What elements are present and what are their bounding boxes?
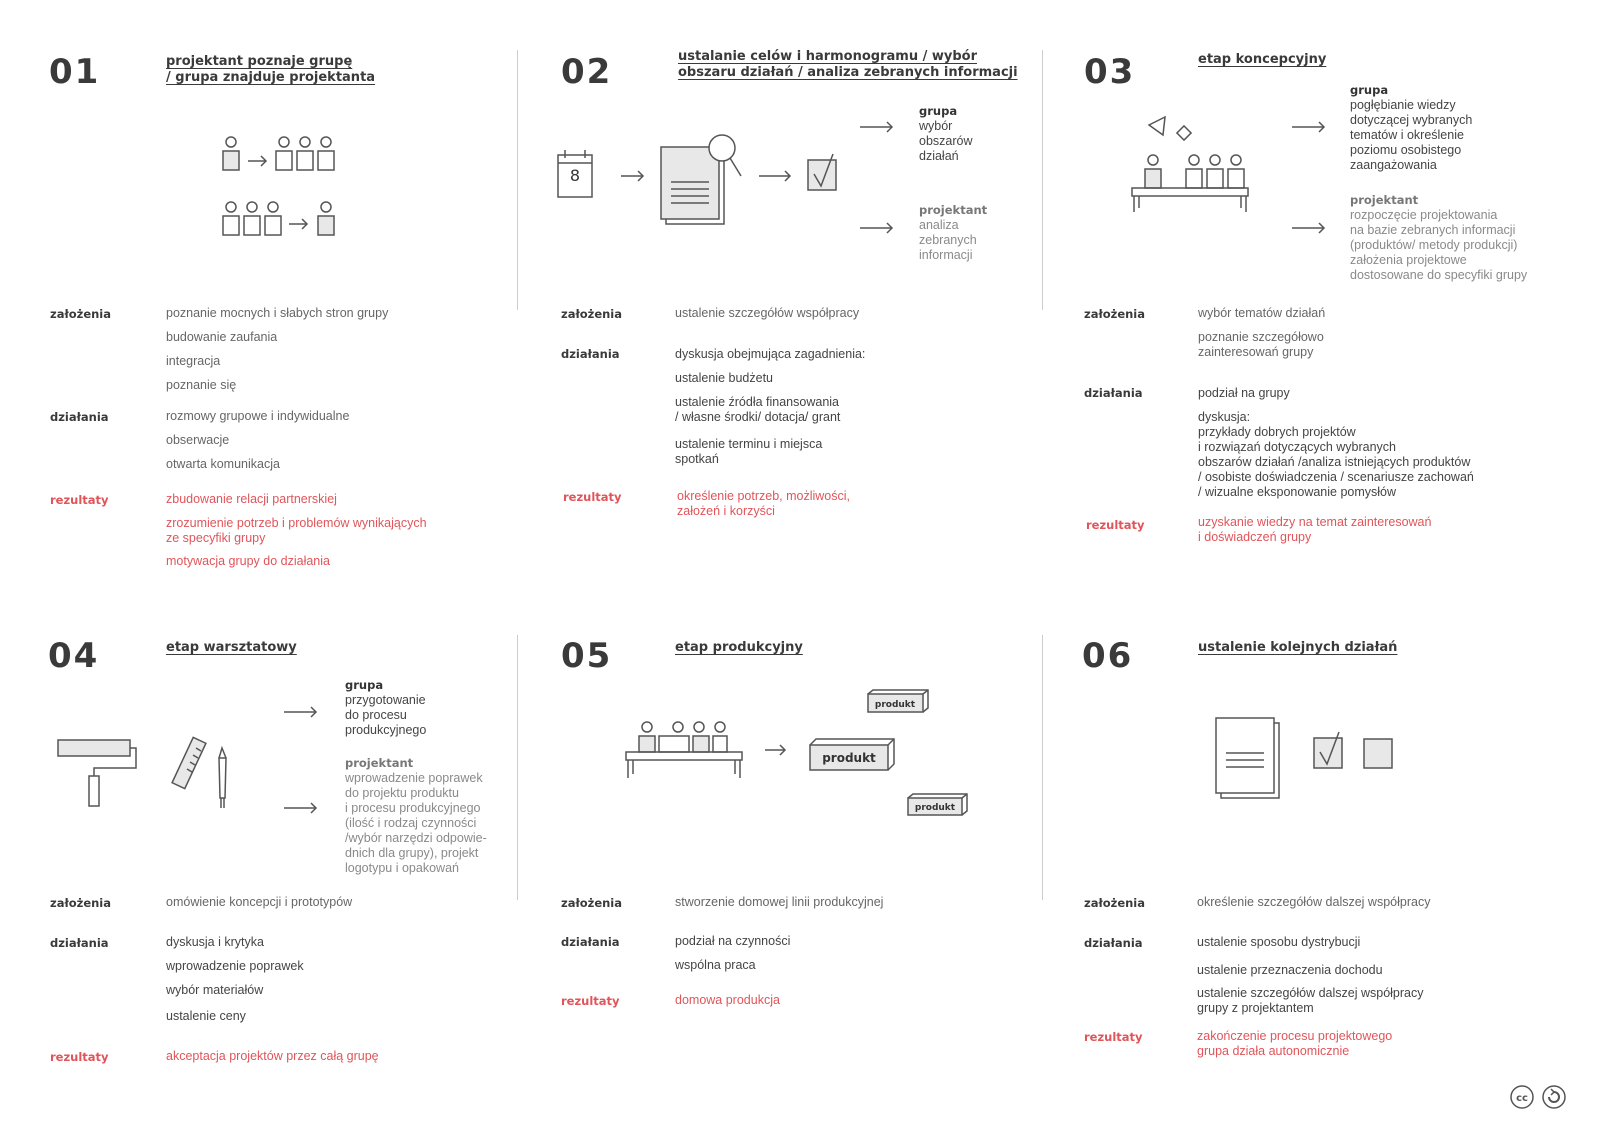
calendar-day: 8 [569, 166, 581, 185]
zalozenia-label: założenia [561, 896, 623, 910]
rezultaty-label: rezultaty [1084, 1030, 1143, 1044]
dzialania-label: działania [50, 936, 109, 950]
divider [1042, 50, 1043, 310]
dzialania-item: ustalenie przeznaczenia dochodu [1197, 963, 1383, 977]
zalozenia-item: wybór tematów działań [1198, 306, 1326, 320]
dzialania-item: podział na czynności [675, 934, 791, 948]
dzialania-label: działania [561, 347, 620, 361]
zalozenia-item: określenie szczegółów dalszej współpracy [1197, 895, 1431, 909]
projektant-text: rozpoczęcie projektowania na bazie zebranych informacji (produktów/ metody produkcji) założenia projektowe dostosowane do specyfiki grupy [1350, 208, 1528, 282]
grupa-note [345, 678, 426, 738]
zalozenia-item: poznanie mocnych i słabych stron grupy [166, 306, 389, 320]
product-label: produkt [914, 803, 956, 813]
cc-icon [1511, 1086, 1533, 1108]
production-line-icon [626, 722, 742, 778]
svg-text:cc: cc [1516, 1093, 1528, 1104]
dzialania-item: dyskusja i krytyka [166, 935, 264, 949]
rezultaty-label: rezultaty [1086, 518, 1145, 532]
dzialania-item: ustalenie ceny [166, 1009, 246, 1023]
divider [1042, 635, 1043, 900]
dzialania-item: ustalenie sposobu dystrybucji [1197, 935, 1361, 949]
dzialania-item: rozmowy grupowe i indywidualne [166, 409, 350, 423]
dzialania-item: dyskusja obejmująca zagadnienia: [675, 347, 866, 361]
dzialania-item: ustalenie terminu i miejsca spotkań [675, 437, 823, 466]
people-exchange-icon [0, 100, 510, 300]
dzialania-label: działania [561, 935, 620, 949]
zalozenia-item: budowanie zaufania [166, 330, 278, 344]
checkbox-empty-icon [1364, 739, 1392, 768]
grupa-text: pogłębianie wiedzy dotyczącej wybranych tematów i określenie poziomu osobistego zaangażowania [1350, 98, 1473, 172]
dzialania-item: obserwacje [166, 433, 230, 447]
projektant-label: projektant [1350, 193, 1419, 207]
zalozenia-label: założenia [50, 307, 112, 321]
dzialania-label: działania [1084, 386, 1143, 400]
rezultaty-item: zrozumienie potrzeb i problemów wynikających ze specyfiki grupy [166, 516, 427, 545]
rezultaty-label: rezultaty [561, 994, 620, 1008]
dzialania-item: ustalenie źródła finansowania / własne środki/ dotacja/ grant [675, 395, 841, 424]
step-number: 04 [48, 636, 100, 676]
grupa-note [919, 104, 973, 164]
checkbox-checked-icon [1314, 732, 1342, 768]
rezultaty-item: uzyskanie wiedzy na temat zainteresowań i doświadczeń grupy [1198, 515, 1432, 544]
rezultaty-label: rezultaty [50, 1050, 109, 1064]
projektant-text: wprowadzenie poprawek do projektu produktu i procesu produkcyjnego (ilość i rodzaj czynności /wybór narzędzi odpowie- dnich dla grupy), projekt logotypu i opakowań [345, 771, 487, 875]
license-icons [1508, 1083, 1572, 1116]
grupa-label: grupa [345, 678, 384, 692]
dzialania-item: podział na grupy [1198, 386, 1290, 400]
divider [517, 50, 518, 310]
grupa-label: grupa [919, 104, 958, 118]
projektant-label: projektant [345, 756, 414, 770]
product-label: produkt [822, 751, 876, 765]
dzialania-item: wybór materiałów [166, 983, 264, 997]
dzialania-item: dyskusja: przykłady dobrych projektów i rozwiązań dotyczących wybranych obszarów działań /analiza istniejących produktów / osobiste doświadczenia / scenariusze zachowań / wizualne eksponowanie pomysłów [1198, 410, 1474, 499]
step-number: 01 [49, 52, 101, 92]
step-number: 05 [561, 636, 613, 676]
zalozenia-item: omówienie koncepcji i prototypów [166, 895, 353, 909]
projektant-label: projektant [919, 203, 988, 217]
step-illustration [0, 678, 510, 878]
rezultaty-item: zakończenie procesu projektowego grupa działa autonomicznie [1197, 1029, 1393, 1058]
zalozenia-label: założenia [561, 307, 623, 321]
dzialania-item: wspólna praca [675, 958, 756, 972]
documents-icon [1216, 718, 1279, 798]
dzialania-item: wprowadzenie poprawek [166, 959, 304, 973]
checkbox-checked-icon [808, 154, 836, 190]
rezultaty-item: określenie potrzeb, możliwości, założeń i korzyści [677, 489, 850, 518]
rezultaty-label: rezultaty [50, 493, 109, 507]
grupa-note [1350, 83, 1472, 173]
product-label: produkt [874, 700, 916, 710]
dzialania-item: otwarta komunikacja [166, 457, 280, 471]
projektant-note [345, 756, 487, 876]
zalozenia-item: poznanie szczegółowo zainteresowań grupy [1198, 330, 1324, 359]
zalozenia-label: założenia [50, 896, 112, 910]
step-illustration [0, 100, 510, 300]
step-illustration [525, 678, 1035, 878]
step-04 [0, 598, 510, 1130]
step-05 [525, 598, 1035, 1130]
projektant-note [1350, 193, 1527, 283]
dzialania-label: działania [50, 410, 109, 424]
ruler-pencil-icon [172, 737, 226, 808]
dzialania-label: działania [1084, 936, 1143, 950]
grupa-text: wybór obszarów działań [919, 119, 973, 163]
step-title: etap produkcyjny [675, 640, 803, 655]
document-search-icon [661, 135, 741, 224]
step-03 [1062, 0, 1572, 560]
step-title: etap warsztatowy [166, 640, 297, 655]
step-number: 03 [1084, 52, 1136, 92]
step-illustration [1062, 83, 1572, 300]
step-title: ustalenie kolejnych działań [1198, 640, 1398, 655]
zalozenia-item: integracja [166, 354, 221, 368]
step-number: 06 [1082, 636, 1134, 676]
rezultaty-label: rezultaty [563, 490, 622, 504]
step-01 [0, 0, 510, 568]
rezultaty-item: domowa produkcja [675, 993, 780, 1007]
rezultaty-item: motywacja grupy do działania [166, 554, 330, 568]
paint-roller-icon [58, 740, 136, 806]
dzialania-item: ustalenie szczegółów dalszej współpracy grupy z projektantem [1197, 986, 1424, 1015]
step-illustration [1062, 678, 1572, 878]
projektant-note [919, 203, 987, 263]
step-title: etap koncepcyjny [1198, 52, 1327, 67]
step-title: ustalanie celów i harmonogramu / wybór obszaru działań / analiza zebranych informacji [678, 49, 1018, 80]
step-06 [1062, 598, 1572, 1130]
zalozenia-label: założenia [1084, 307, 1146, 321]
zalozenia-item: stworzenie domowej linii produkcyjnej [675, 895, 884, 909]
step-02 [525, 0, 1035, 560]
share-alike-icon [1543, 1086, 1565, 1108]
zalozenia-item: ustalenie szczegółów współpracy [675, 306, 860, 320]
projektant-text: analiza zebranych informacji [919, 218, 977, 262]
grupa-text: przygotowanie do procesu produkcyjnego [345, 693, 427, 737]
rezultaty-item: akceptacja projektów przez całą grupę [166, 1049, 379, 1063]
dzialania-item: ustalenie budżetu [675, 371, 773, 385]
rezultaty-item: zbudowanie relacji partnerskiej [166, 492, 337, 506]
step-illustration [525, 100, 1035, 300]
divider [517, 635, 518, 900]
step-title: projektant poznaje grupę / grupa znajduje projektanta [166, 54, 376, 85]
zalozenia-item: poznanie się [166, 378, 237, 392]
zalozenia-label: założenia [1084, 896, 1146, 910]
grupa-label: grupa [1350, 83, 1389, 97]
step-number: 02 [561, 52, 613, 92]
